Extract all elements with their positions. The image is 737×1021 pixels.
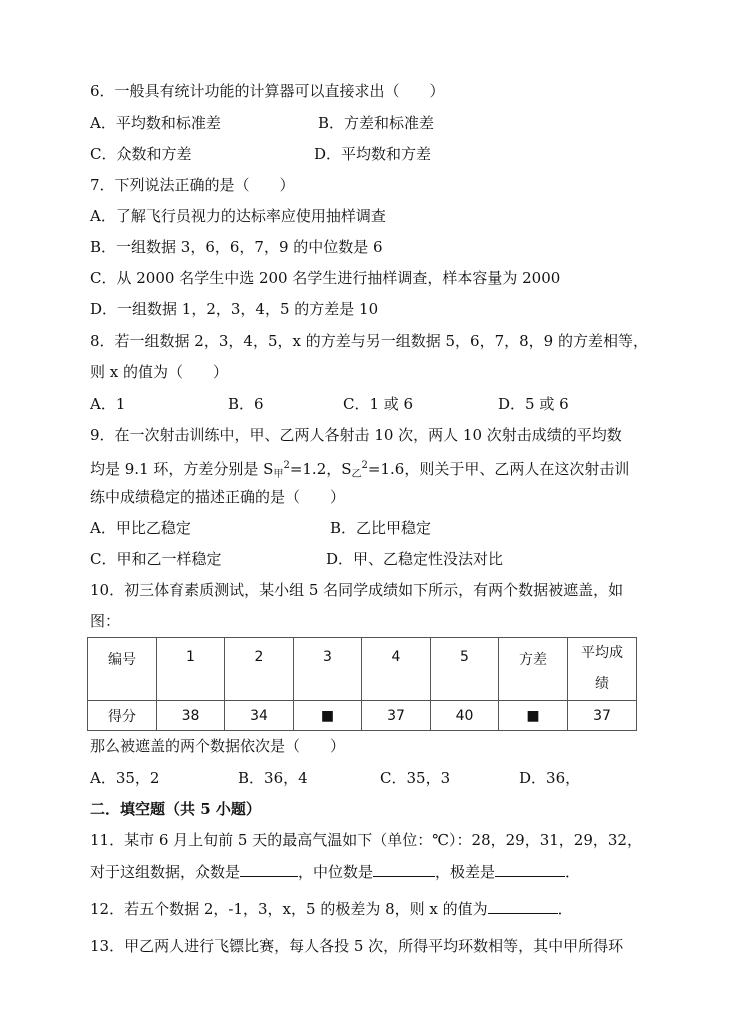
section-title-fill-in: 二．填空题（共 5 小题） <box>90 800 261 818</box>
q10-option-d: D．36， <box>519 769 581 787</box>
q12-text-b: ． <box>557 900 573 918</box>
q10-score-table <box>87 637 637 731</box>
q11-text-a: 对于这组数据，众数是 <box>90 863 241 881</box>
q9-line2-c: =1.6，则关于甲、乙两人在这次射击训 <box>367 460 630 478</box>
table-cell-masked: ■ <box>294 701 362 731</box>
table-cell: 38 <box>157 701 225 731</box>
q10-stem-line1: 10．初三体育素质测试，某小组 5 名同学成绩如下所示，有两个数据被遮盖，如 <box>90 581 624 599</box>
q9-option-b: B．乙比甲稳定 <box>330 519 432 537</box>
table-cell-masked: ■ <box>499 701 568 731</box>
q8-stem-line1: 8．若一组数据 2，3，4，5，x 的方差与另一组数据 5，6，7，8，9 的方差相等， <box>90 332 648 350</box>
q7-option-b: B．一组数据 3，6，6，7，9 的中位数是 6 <box>90 238 383 256</box>
table-header-cell: 3 <box>294 638 362 701</box>
q12-stem <box>90 899 573 919</box>
q10-stem-line2: 图： <box>90 612 121 630</box>
q10-option-b: B．36，4 <box>238 769 308 787</box>
q11-text-b: ，中位数是 <box>298 863 374 881</box>
q10-option-c: C．35，3 <box>380 769 451 787</box>
q12-text-a: 12．若五个数据 2，-1，3，x，5 的极差为 8，则 x 的值为 <box>90 900 488 918</box>
q6-option-d: D．平均数和方差 <box>314 145 432 163</box>
q12-blank[interactable] <box>488 899 558 914</box>
q9-sub-yi: 乙 <box>351 469 362 480</box>
q10-question: 那么被遮盖的两个数据依次是（ ） <box>90 737 346 755</box>
q8-option-b: B．6 <box>228 395 264 413</box>
q9-stem-line1: 9．在一次射击训练中，甲、乙两人各射击 10 次，两人 10 次射击成绩的平均数 <box>90 426 622 444</box>
table-cell: 37 <box>362 701 431 731</box>
q11-blank-median[interactable] <box>373 862 435 877</box>
table-cell: 37 <box>568 701 637 731</box>
q7-option-c: C．从 2000 名学生中选 200 名学生进行抽样调查，样本容量为 2000 <box>90 269 561 287</box>
table-header-cell: 1 <box>157 638 225 701</box>
q9-line2-b: =1.2，S <box>289 460 352 478</box>
table-header-cell: 方差 <box>499 638 568 701</box>
table-header-cell: 2 <box>225 638 294 701</box>
q7-option-a: A．了解飞行员视力的达标率应使用抽样调查 <box>90 207 386 225</box>
table-header-cell: 编号 <box>88 638 157 701</box>
q9-sub-jia: 甲 <box>273 469 284 480</box>
table-header-cell: 5 <box>431 638 499 701</box>
q10-option-a: A．35，2 <box>90 769 160 787</box>
q9-option-a: A．甲比乙稳定 <box>90 519 191 537</box>
q9-option-c: C．甲和乙一样稳定 <box>90 550 222 568</box>
table-header-cell: 4 <box>362 638 431 701</box>
q8-option-c: C．1 或 6 <box>343 395 414 413</box>
q6-option-c: C．众数和方差 <box>90 145 192 163</box>
table-header-cell-avg <box>568 638 637 701</box>
table-cell: 得分 <box>88 701 157 731</box>
q8-option-d: D．5 或 6 <box>498 395 569 413</box>
table-row <box>88 701 637 731</box>
q9-option-d: D．甲、乙稳定性没法对比 <box>326 550 504 568</box>
table-cell: 40 <box>431 701 499 731</box>
q9-stem-line3: 练中成绩稳定的描述正确的是（ ） <box>90 488 346 506</box>
table-cell: 34 <box>225 701 294 731</box>
q13-stem-line1: 13．甲乙两人进行飞镖比赛，每人各投 5 次，所得平均环数相等，其中甲所得环 <box>90 937 624 955</box>
q9-stem-line2 <box>90 456 629 485</box>
q6-option-a: A．平均数和标准差 <box>90 114 221 132</box>
q8-stem-line2: 则 x 的值为（ ） <box>90 363 228 381</box>
q8-option-a: A．1 <box>90 395 126 413</box>
q9-sup-1: 2 <box>283 460 290 471</box>
q9-sup-2: 2 <box>361 460 368 471</box>
q11-text-c: ，极差是 <box>435 863 496 881</box>
q11-blank-mode[interactable] <box>240 862 298 877</box>
q11-stem-line1: 11．某市 6 月上旬前 5 天的最高气温如下（单位：℃）：28，29，31，29，32， <box>90 831 642 849</box>
q11-text-d: ． <box>565 863 581 881</box>
q6-option-b: B．方差和标准差 <box>318 114 435 132</box>
avg-header-line1: 平均成 <box>581 645 623 661</box>
q11-stem-line2 <box>90 862 580 882</box>
q9-line2-a: 均是 9.1 环，方差分别是 S <box>90 460 274 478</box>
avg-header-line2: 绩 <box>595 676 609 692</box>
q7-stem: 7．下列说法正确的是（ ） <box>90 176 295 194</box>
q11-blank-range[interactable] <box>495 862 565 877</box>
q6-stem: 6．一般具有统计功能的计算器可以直接求出（ ） <box>90 82 445 100</box>
q7-option-d: D．一组数据 1，2，3，4，5 的方差是 10 <box>90 300 379 318</box>
table-header-row <box>88 638 637 701</box>
